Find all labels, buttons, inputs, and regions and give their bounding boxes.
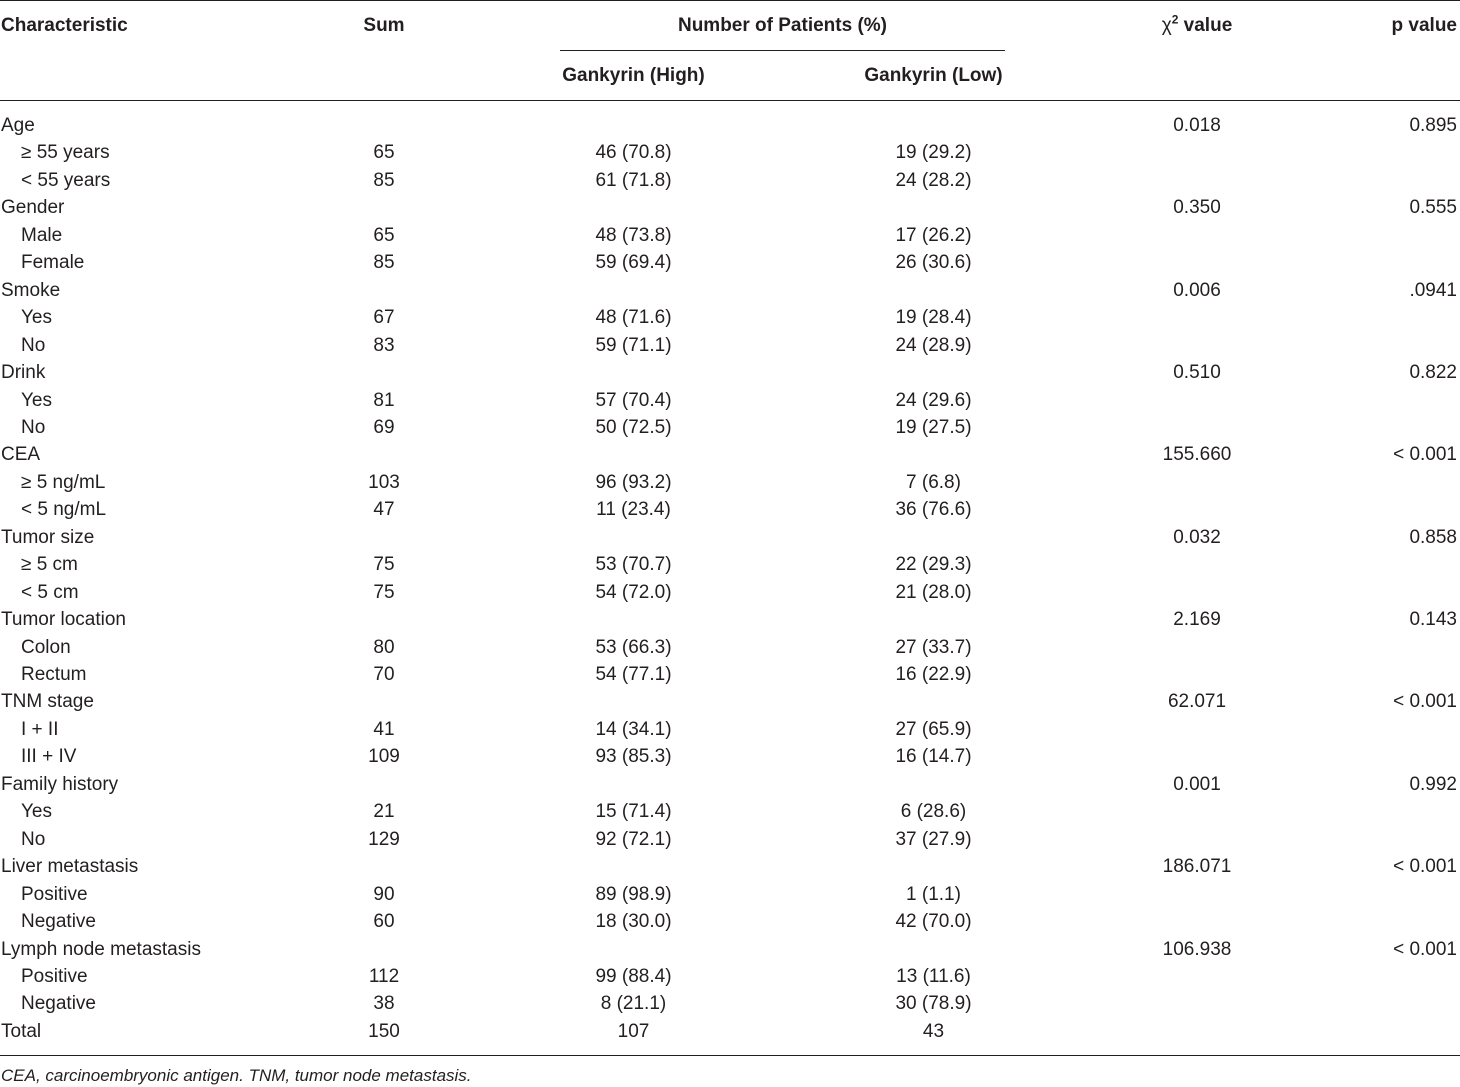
cell-gankyrin-low: 6 (28.6) [900, 801, 967, 822]
cell-gankyrin-low: 24 (28.9) [895, 335, 972, 356]
cell-gankyrin-low: 19 (29.2) [895, 142, 972, 163]
cell-gankyrin-high: 99 (88.4) [595, 966, 672, 987]
cell-gankyrin-high: 61 (71.8) [595, 170, 672, 191]
cell-sum: 75 [373, 554, 395, 575]
cell-p-value: .0941 [1409, 280, 1457, 301]
cell-gankyrin-high: 53 (66.3) [595, 637, 672, 658]
cell-p-value: 0.895 [1409, 115, 1457, 136]
cell-characteristic: III + IV [21, 746, 77, 767]
cell-gankyrin-high: 15 (71.4) [595, 801, 672, 822]
header-gankyrin-high: Gankyrin (High) [562, 65, 705, 86]
cell-chi-square: 106.938 [1162, 939, 1232, 960]
header-chi-square [1140, 14, 1254, 38]
cell-characteristic: Rectum [21, 664, 87, 685]
cell-characteristic: Tumor size [1, 527, 95, 548]
cell-gankyrin-low: 16 (14.7) [895, 746, 972, 767]
header-sum: Sum [363, 15, 405, 36]
cell-gankyrin-high: 54 (77.1) [595, 664, 672, 685]
cell-characteristic: Positive [21, 884, 88, 905]
table-header-rule [0, 100, 1460, 101]
cell-gankyrin-low: 17 (26.2) [895, 225, 972, 246]
cell-gankyrin-high: 48 (73.8) [595, 225, 672, 246]
cell-gankyrin-high: 46 (70.8) [595, 142, 672, 163]
header-p-value: p value [1391, 15, 1457, 36]
cell-sum: 38 [373, 993, 395, 1014]
cell-p-value: 0.555 [1409, 197, 1457, 218]
cell-characteristic: Tumor location [1, 609, 126, 630]
cell-gankyrin-high: 57 (70.4) [595, 390, 672, 411]
cell-gankyrin-low: 37 (27.9) [895, 829, 972, 850]
chi-superscript: 2 [1171, 12, 1179, 27]
cell-characteristic: < 55 years [21, 170, 111, 191]
cell-characteristic: Liver metastasis [1, 856, 139, 877]
cell-sum: 70 [373, 664, 395, 685]
cell-gankyrin-low: 30 (78.9) [895, 993, 972, 1014]
header-patients-group: Number of Patients (%) [677, 15, 888, 36]
cell-chi-square: 0.006 [1173, 280, 1221, 301]
cell-gankyrin-low: 24 (29.6) [895, 390, 972, 411]
cell-characteristic: Yes [21, 307, 52, 328]
cell-gankyrin-high: 48 (71.6) [595, 307, 672, 328]
cell-sum: 21 [373, 801, 395, 822]
cell-gankyrin-high: 96 (93.2) [595, 472, 672, 493]
cell-chi-square: 0.018 [1173, 115, 1221, 136]
table-footnote: CEA, carcinoembryonic antigen. TNM, tumor node metastasis. [1, 1066, 472, 1085]
cell-gankyrin-low: 43 [922, 1021, 945, 1042]
cell-gankyrin-low: 7 (6.8) [906, 472, 961, 493]
cell-sum: 85 [373, 252, 395, 273]
cell-characteristic: ≥ 5 cm [21, 554, 78, 575]
cell-sum: 109 [368, 746, 400, 767]
cell-p-value: 0.992 [1409, 774, 1457, 795]
cell-sum: 60 [373, 911, 395, 932]
cell-sum: 67 [373, 307, 395, 328]
cell-characteristic: < 5 cm [21, 582, 79, 603]
cell-p-value: < 0.001 [1393, 444, 1457, 465]
cell-characteristic: < 5 ng/mL [21, 499, 107, 520]
chi-symbol: χ [1161, 15, 1172, 36]
cell-p-value: 0.858 [1409, 527, 1457, 548]
cell-characteristic: Smoke [1, 280, 61, 301]
cell-sum: 129 [368, 829, 400, 850]
cell-sum: 65 [373, 142, 395, 163]
cell-characteristic: CEA [1, 444, 41, 465]
cell-gankyrin-low: 19 (28.4) [895, 307, 972, 328]
cell-characteristic: No [21, 335, 46, 356]
cell-characteristic: Age [1, 115, 35, 136]
cell-characteristic: Drink [1, 362, 46, 383]
cell-characteristic: Negative [21, 911, 96, 932]
cell-gankyrin-low: 16 (22.9) [895, 664, 972, 685]
cell-characteristic: Family history [1, 774, 119, 795]
cell-sum: 65 [373, 225, 395, 246]
cell-characteristic: ≥ 5 ng/mL [21, 472, 106, 493]
cell-chi-square: 62.071 [1167, 691, 1227, 712]
cell-gankyrin-high: 18 (30.0) [595, 911, 672, 932]
chi-label: value [1178, 15, 1233, 36]
cell-chi-square: 2.169 [1173, 609, 1221, 630]
cell-gankyrin-high: 93 (85.3) [595, 746, 672, 767]
cell-characteristic: No [21, 829, 46, 850]
cell-gankyrin-high: 89 (98.9) [595, 884, 672, 905]
cell-gankyrin-low: 24 (28.2) [895, 170, 972, 191]
cell-gankyrin-high: 50 (72.5) [595, 417, 672, 438]
cell-gankyrin-high: 14 (34.1) [595, 719, 672, 740]
cell-sum: 90 [373, 884, 395, 905]
cell-sum: 69 [373, 417, 395, 438]
cell-gankyrin-low: 42 (70.0) [895, 911, 972, 932]
cell-gankyrin-high: 59 (69.4) [595, 252, 672, 273]
cell-chi-square: 186.071 [1162, 856, 1232, 877]
cell-p-value: < 0.001 [1393, 939, 1457, 960]
cell-characteristic: Lymph node metastasis [1, 939, 201, 960]
cell-gankyrin-high: 54 (72.0) [595, 582, 672, 603]
cell-chi-square: 0.032 [1173, 527, 1221, 548]
cell-gankyrin-low: 26 (30.6) [895, 252, 972, 273]
cell-p-value: < 0.001 [1393, 691, 1457, 712]
cell-characteristic: Gender [1, 197, 65, 218]
cell-sum: 150 [368, 1021, 400, 1042]
header-subgroup-rule [560, 50, 1005, 51]
cell-sum: 81 [373, 390, 395, 411]
table-bottom-rule [0, 1055, 1460, 1056]
cell-sum: 83 [373, 335, 395, 356]
cell-gankyrin-high: 8 (21.1) [600, 993, 667, 1014]
cell-gankyrin-high: 11 (23.4) [596, 499, 671, 520]
header-characteristic: Characteristic [1, 15, 128, 36]
cell-gankyrin-low: 22 (29.3) [895, 554, 972, 575]
cell-gankyrin-low: 27 (65.9) [895, 719, 972, 740]
cell-characteristic: Negative [21, 993, 96, 1014]
cell-characteristic: No [21, 417, 46, 438]
cell-p-value: 0.822 [1409, 362, 1457, 383]
cell-gankyrin-high: 59 (71.1) [595, 335, 672, 356]
table-top-rule [0, 0, 1460, 1]
cell-characteristic: ≥ 55 years [21, 142, 110, 163]
cell-gankyrin-low: 1 (1.1) [906, 884, 961, 905]
cell-sum: 80 [373, 637, 395, 658]
cell-gankyrin-low: 19 (27.5) [895, 417, 972, 438]
cell-characteristic: Colon [21, 637, 71, 658]
cell-chi-square: 0.001 [1173, 774, 1221, 795]
cell-gankyrin-low: 13 (11.6) [896, 966, 971, 987]
cell-characteristic: I + II [21, 719, 59, 740]
cell-gankyrin-low: 21 (28.0) [895, 582, 972, 603]
cell-characteristic: Yes [21, 801, 52, 822]
cell-sum: 41 [373, 719, 395, 740]
cell-p-value: < 0.001 [1393, 856, 1457, 877]
cell-characteristic: Positive [21, 966, 88, 987]
cell-chi-square: 0.350 [1173, 197, 1221, 218]
cell-p-value: 0.143 [1409, 609, 1457, 630]
cell-characteristic: Yes [21, 390, 52, 411]
cell-chi-square: 155.660 [1162, 444, 1232, 465]
cell-characteristic: Female [21, 252, 85, 273]
cell-gankyrin-low: 27 (33.7) [895, 637, 972, 658]
cell-characteristic: Male [21, 225, 63, 246]
cell-sum: 75 [373, 582, 395, 603]
cell-gankyrin-high: 107 [617, 1021, 650, 1042]
cell-characteristic: TNM stage [1, 691, 94, 712]
cell-chi-square: 0.510 [1173, 362, 1221, 383]
cell-characteristic: Total [1, 1021, 42, 1042]
cell-sum: 103 [368, 472, 400, 493]
cell-gankyrin-high: 92 (72.1) [595, 829, 672, 850]
cell-sum: 47 [373, 499, 395, 520]
cell-sum: 85 [373, 170, 395, 191]
cell-gankyrin-low: 36 (76.6) [895, 499, 972, 520]
cell-gankyrin-high: 53 (70.7) [595, 554, 672, 575]
cell-sum: 112 [368, 966, 400, 987]
header-gankyrin-low: Gankyrin (Low) [864, 65, 1003, 86]
